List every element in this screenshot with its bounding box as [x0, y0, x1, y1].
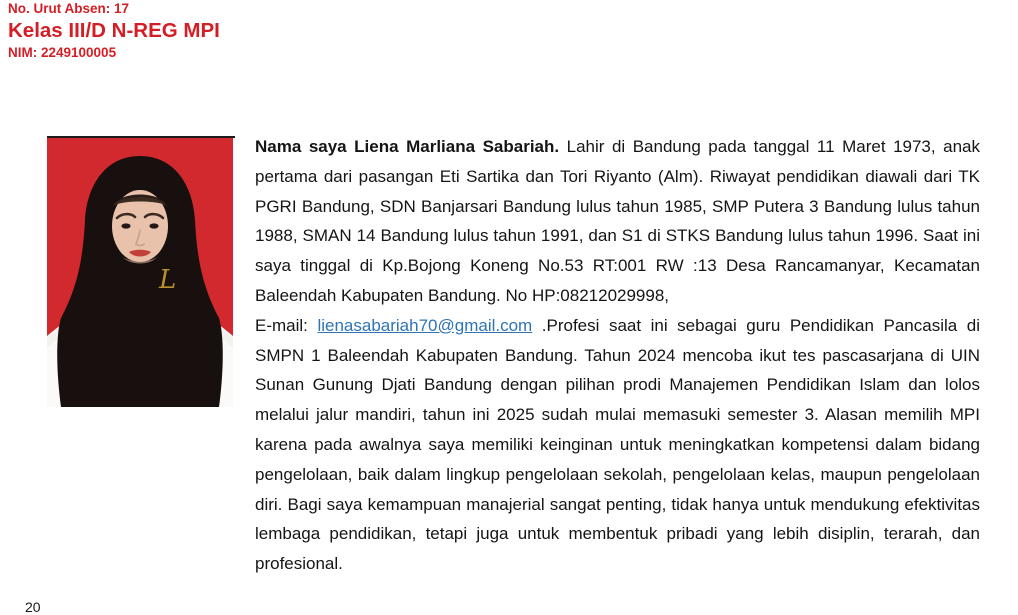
class-name: Kelas III/D N-REG MPI — [8, 18, 220, 42]
bio-email-label: E-mail: — [255, 315, 318, 335]
portrait-photo-drawing — [47, 138, 233, 407]
student-identity-header — [8, 0, 220, 62]
brooch-letter: L — [159, 265, 177, 295]
portrait-photo — [47, 136, 235, 407]
content-row — [47, 132, 980, 579]
nim-number: NIM: 2249100005 — [8, 45, 117, 61]
bio-name-lead: Nama saya Liena Marliana Sabariah. — [255, 137, 560, 156]
email-link[interactable]: lienasabariah70@gmail.com — [317, 315, 533, 335]
partial-page-number: 20 — [25, 599, 41, 615]
attendance-number: No. Urut Absen: 17 — [8, 1, 130, 16]
biography-paragraph — [255, 132, 980, 579]
biography-body — [255, 132, 980, 579]
bio-part1: Lahir di Bandung pada tanggal 11 Maret 1973, anak pertama dari pasangan Eti Sartika dan Tori Riyanto (Alm). Riwayat pendidikan diawali dari TK PGRI Bandung, SDN Banjarsari Bandung lulus tahun 1985, SMP Putera 3 Bandung lulus tahun 1988, SMAN 14 Bandung lulus tahun 1991, dan S1 di STKS Bandung lulus tahun 1996. Saat ini saya tinggal di Kp.Bojong Koneng No.53 RT:001 RW :13 Desa Rancamanyar, Kecamatan Baleendah Kabupaten Bandung. No HP:08212029998, — [255, 137, 980, 305]
bio-part2: .Profesi saat ini sebagai guru Pendidikan Pancasila di SMPN 1 Baleendah Kabupaten Bandung. Tahun 2024 mencoba ikut tes pascasarjana di UIN Sunan Gunung Djati Bandung dengan pilihan prodi Manajemen Pendidikan Islam dan lolos melalui jalur mandiri, tahun ini 2025 sudah mulai memasuki semester 3. Alasan memilih MPI karena pada awalnya saya memiliki keinginan untuk meningkatkan kompetensi dalam bidang pengelolaan, baik dalam lingkup pengelolaan sekolah, pengelolaan kelas, maupun pengelolaan diri. Bagi saya kemampuan manajerial sangat penting, tidak hanya untuk mendukung efektivitas lembaga pendidikan, tetapi juga untuk membentuk pribadi yang lebih disiplin, terarah, dan profesional. — [255, 315, 980, 574]
